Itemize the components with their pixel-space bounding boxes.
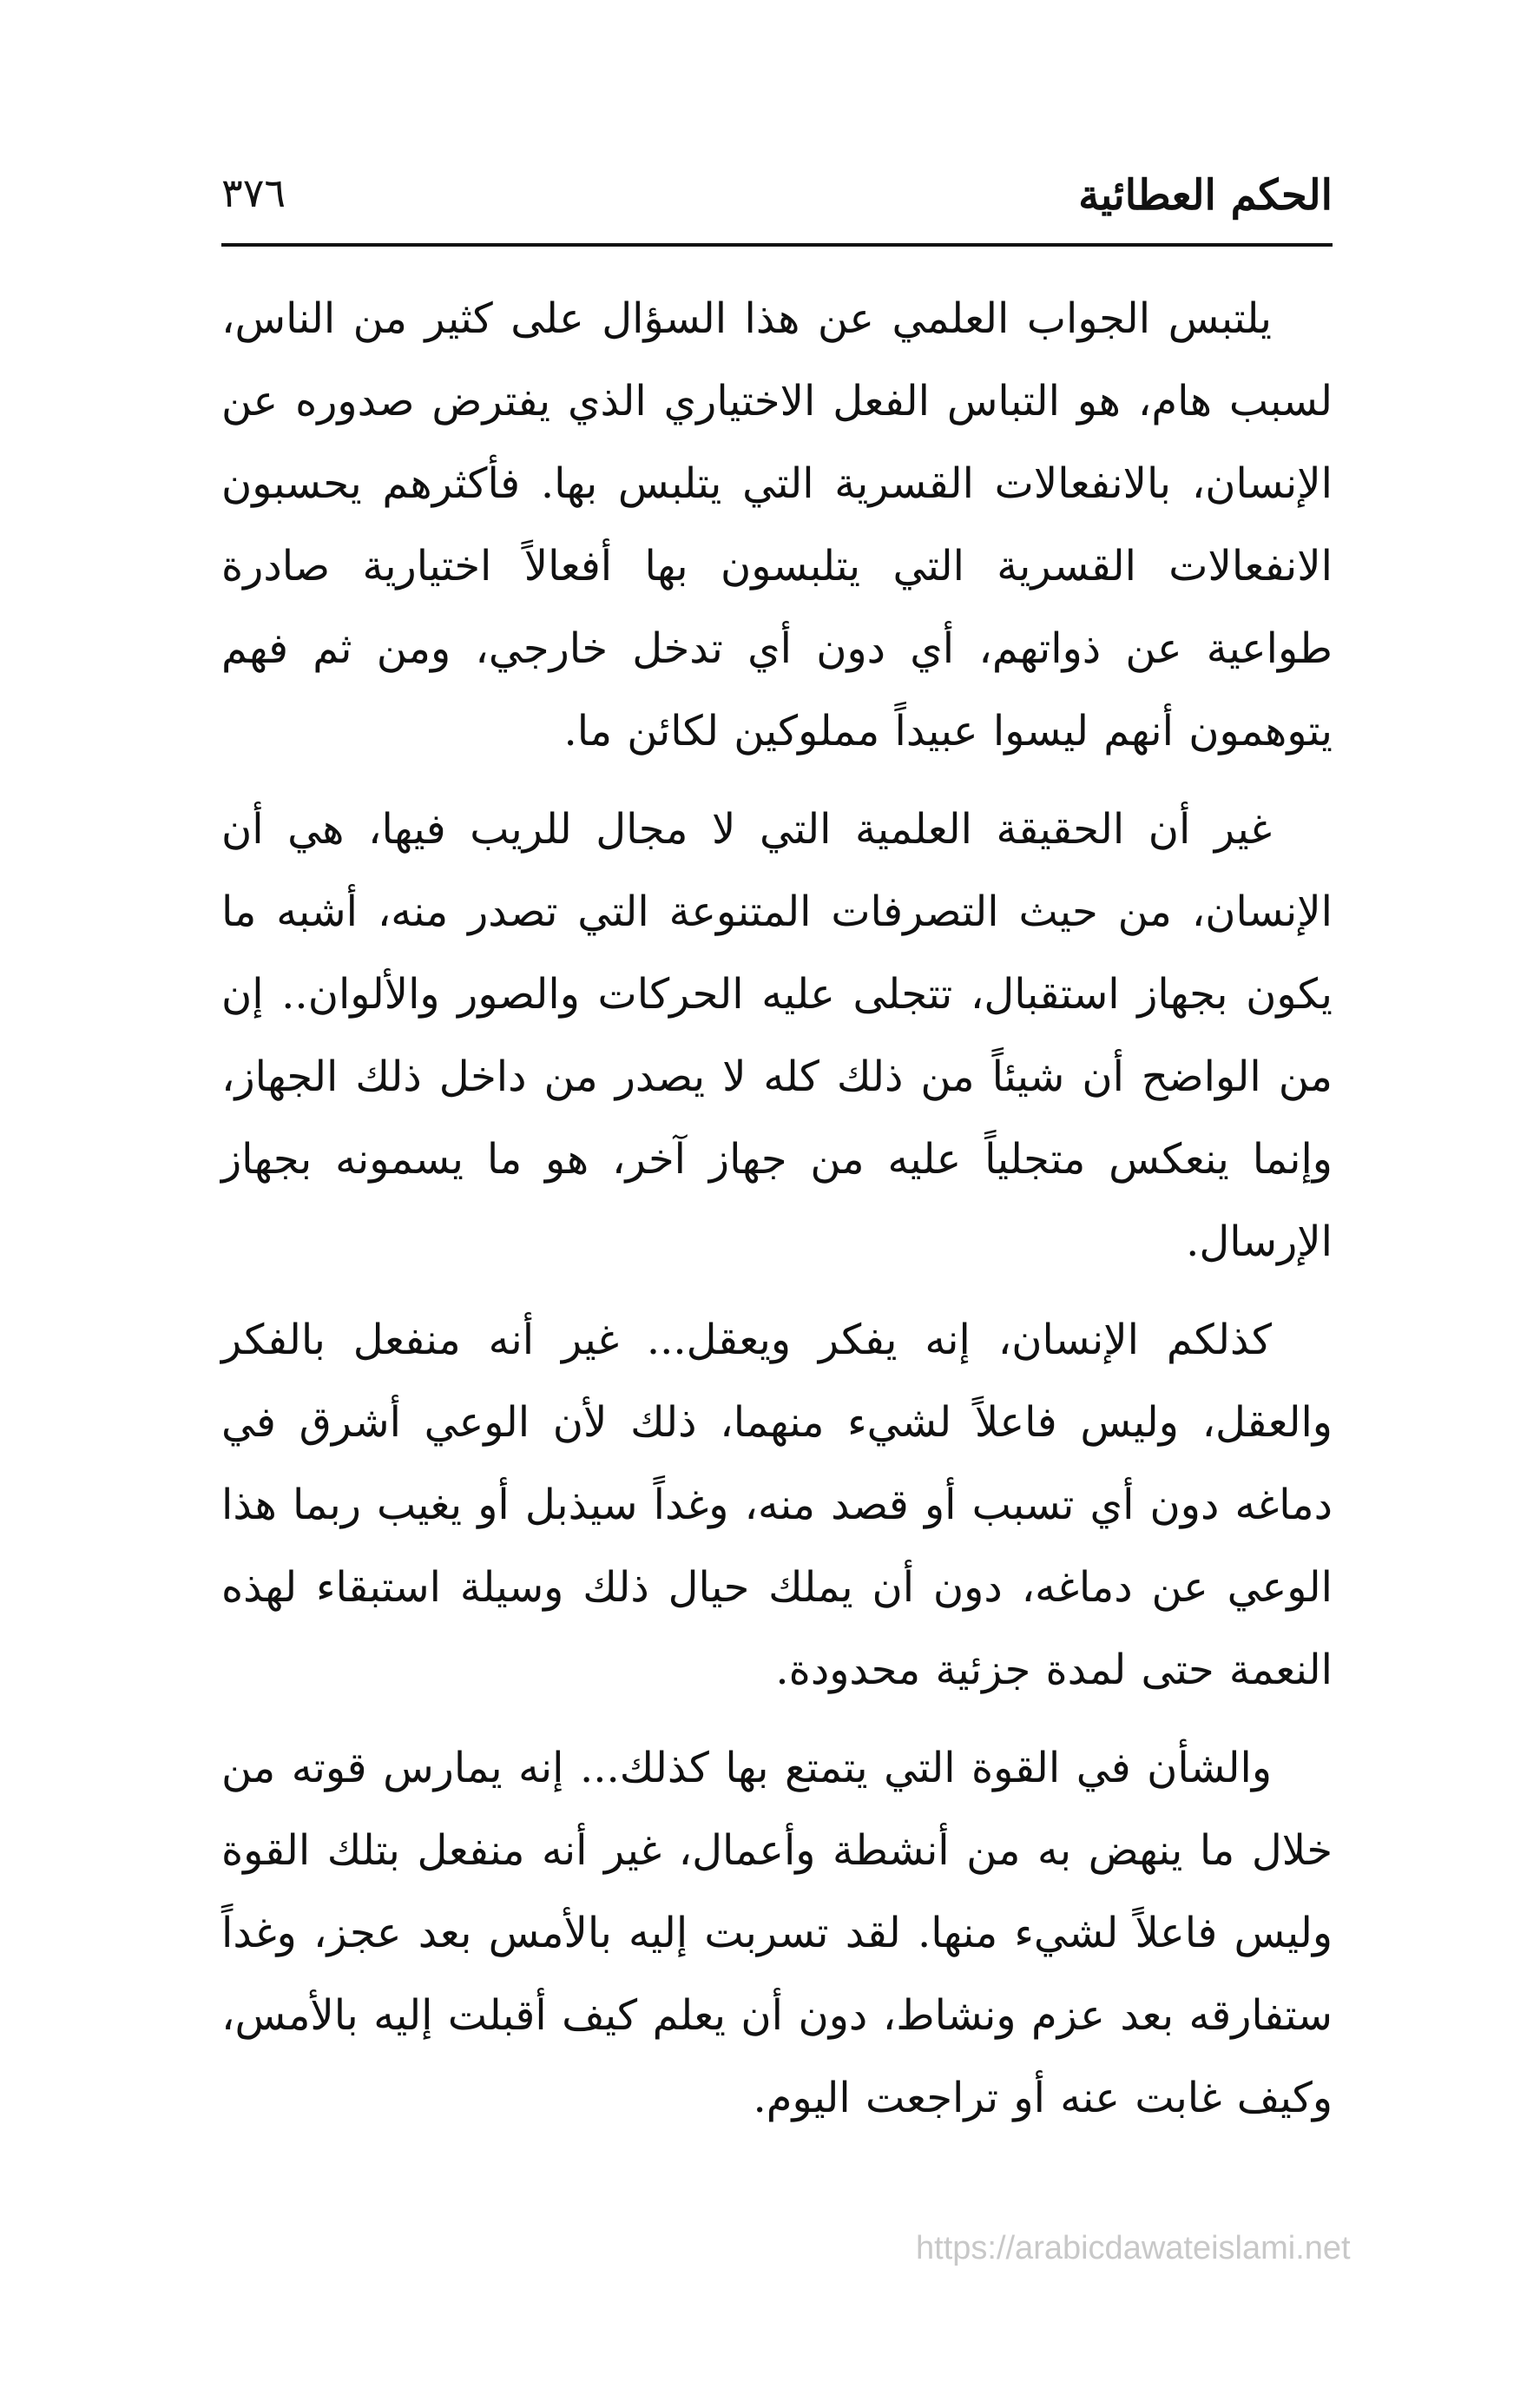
paragraph-3: كذلكم الإنسان، إنه يفكر ويعقل... غير أنه منفعل بالفكر والعقل، وليس فاعلاً لشيء منهما، ذلك لأن الوعي أشرق في دماغه دون أي تسبب أو قصد منه، وغداً سيذبل أو يغيب ربما هذا الوعي عن دماغه، دون أن يملك حيال ذلك وسيلة استبقاء لهذه النعمة حتى لمدة جزئية محدودة.	[221, 1316, 1333, 1694]
paragraph-4: والشأن في القوة التي يتمتع بها كذلك... إنه يمارس قوته من خلال ما ينهض به من أنشطة وأعمال، غير أنه منفعل بتلك القوة وليس فاعلاً لشيء منها. لقد تسربت إليه بالأمس بعد عجز، وغداً ستفارقه بعد عزم ونشاط، دون أن يعلم كيف أقبلت إليه بالأمس، وكيف غابت عنه أو تراجعت اليوم.	[221, 1744, 1333, 2122]
paragraph-1: يلتبس الجواب العلمي عن هذا السؤال على كثير من الناس، لسبب هام، هو التباس الفعل الاختياري الذي يفترض صدوره عن الإنسان، بالانفعالات القسرية التي يتلبس بها. فأكثرهم يحسبون الانفعالات القسرية التي يتلبسون بها أفعالاً اختيارية صادرة طواعية عن ذواتهم، أي دون أي تدخل خارجي، ومن ثم فهم يتوهمون أنهم ليسوا عبيداً مملوكين لكائن ما.	[221, 294, 1333, 755]
page-header	[221, 169, 1333, 247]
running-title: الحكم العطائية	[1078, 171, 1333, 220]
header-divider	[221, 243, 1333, 247]
page-number: ٣٧٦	[221, 169, 286, 216]
body-text	[221, 278, 1333, 2155]
paragraph-2: غير أن الحقيقة العلمية التي لا مجال للريب فيها، هي أن الإنسان، من حيث التصرفات المتنوعة التي تصدر منه، أشبه ما يكون بجهاز استقبال، تتجلى عليه الحركات والصور والألوان.. إن من الواضح أن شيئاً من ذلك كله لا يصدر من داخل ذلك الجهاز، وإنما ينعكس متجلياً عليه من جهاز آخر، هو ما يسمونه بجهاز الإرسال.	[221, 805, 1333, 1266]
watermark-url: https://arabicdawateislami.net	[916, 2230, 1351, 2266]
